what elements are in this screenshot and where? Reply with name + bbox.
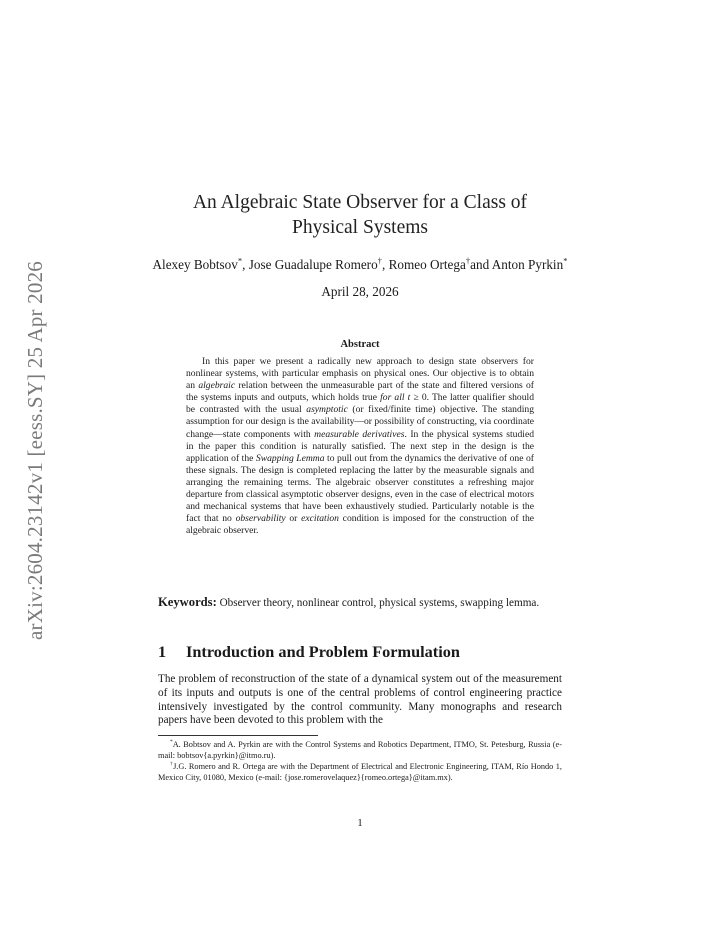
- abstract-paragraph: [186, 356, 534, 537]
- keywords-text: Observer theory, nonlinear control, physical systems, swapping lemma.: [219, 597, 540, 609]
- author-mark: *: [563, 255, 568, 266]
- intro-body: [158, 673, 562, 728]
- title-line-2: Physical Systems: [292, 217, 428, 238]
- author-name: Romeo Ortega: [388, 257, 466, 272]
- abstract-emphasis: asymptotic: [306, 404, 348, 416]
- footnote: [158, 739, 562, 761]
- author-name: Alexey Bobtsov: [152, 257, 238, 272]
- author-separator: ,: [381, 257, 389, 272]
- abstract-emphasis: observability: [235, 513, 286, 525]
- abstract-text: (or fixed/finite time) objective. The standing assumption for our design is the availability—or possibility of constructing, via coordinate change—state components with: [186, 404, 535, 440]
- abstract-text: . In the physical systems studied in the paper this condition is naturally satisfied. The next step in the design is the application of the: [186, 428, 534, 464]
- page-number: 1: [357, 817, 363, 829]
- paper-date: April 28, 2026: [321, 284, 399, 299]
- keywords-label: Keywords:: [158, 595, 217, 609]
- abstract-text: or: [285, 513, 302, 525]
- abstract-text: condition is imposed for the construction of the algebraic observer.: [186, 513, 534, 537]
- title-line-1: An Algebraic State Observer for a Class of: [192, 192, 528, 213]
- keywords: [158, 595, 562, 610]
- footnote-mark: †: [170, 761, 174, 768]
- author-name: Anton Pyrkin: [491, 257, 564, 272]
- footnotes: [158, 739, 562, 783]
- footnote: [158, 761, 562, 783]
- abstract-heading: Abstract: [340, 339, 380, 350]
- abstract-emphasis: algebraic: [198, 380, 236, 392]
- abstract-emphasis: for all t: [380, 392, 411, 404]
- author-separator: ,: [242, 257, 249, 272]
- abstract-emphasis: Swapping Lemma: [255, 452, 325, 464]
- abstract-emphasis: measurable derivatives: [314, 428, 405, 440]
- abstract-emphasis: excitation: [301, 513, 339, 525]
- abstract-text: to pull out from the dynamics the derivative of one of these signals. The design is completed replacing the latter by the measurable signals and arranging the remaining terms. The algebraic observer constitutes a refreshing major departure from classical asymptotic observer designs, even in the case of electrical motors and mechanical systems that have been exhaustively studied. Particularly notable is the fact that no: [186, 452, 534, 525]
- author-mark: *: [237, 255, 243, 266]
- author-mark: †: [465, 255, 471, 266]
- abstract-text: relation between the unmeasurable part of the state and filtered versions of the systems inputs and outputs, which holds true: [186, 380, 534, 404]
- abstract-text: ≥ 0. The latter qualifier should be contrasted with the usual: [186, 392, 534, 416]
- author-separator: and: [470, 257, 492, 272]
- abstract-text: In this paper we present a radically new approach to design state observers for nonlinear systems, with particular emphasis on physical ones. Our objective is to obtain an: [186, 356, 534, 392]
- author-list: [148, 257, 572, 273]
- author-name: Jose Guadalupe Romero: [248, 257, 378, 272]
- section-title: Introduction and Problem Formulation: [186, 642, 460, 661]
- abstract-body: [186, 356, 534, 537]
- footnote-text: A. Bobtsov and A. Pyrkin are with the Control Systems and Robotics Department, ITMO, St. Petesburg, Russia (e-mail: bobtsov{a.pyrkin}@itmo.ru).: [158, 740, 562, 760]
- arxiv-stamp: [20, 250, 50, 650]
- author-mark: †: [377, 255, 382, 266]
- arxiv-stamp-text: arXiv:2604.23142v1 [eess.SY] 25 Apr 2026: [22, 260, 47, 640]
- footnote-text: J.G. Romero and R. Ortega are with the Department of Electrical and Electronic Engineering, ITAM, Río Hondo 1, Mexico City, 01080, Mexico (e-mail: {jose.romerovelaquez}{romeo.ortega}@itam.mx).: [158, 762, 563, 782]
- footnote-mark: *: [170, 739, 173, 746]
- section-heading: [158, 642, 562, 662]
- footnote-rule: [158, 735, 318, 736]
- intro-paragraph: The problem of reconstruction of the state of a dynamical system out of the measurement of its inputs and outputs is one of the central problems of control engineering practice intensively investigated by the control community. Many monographs and research papers have been devoted to this problem with the: [158, 673, 562, 727]
- section-number: 1: [158, 642, 167, 661]
- paper-title: [158, 190, 562, 240]
